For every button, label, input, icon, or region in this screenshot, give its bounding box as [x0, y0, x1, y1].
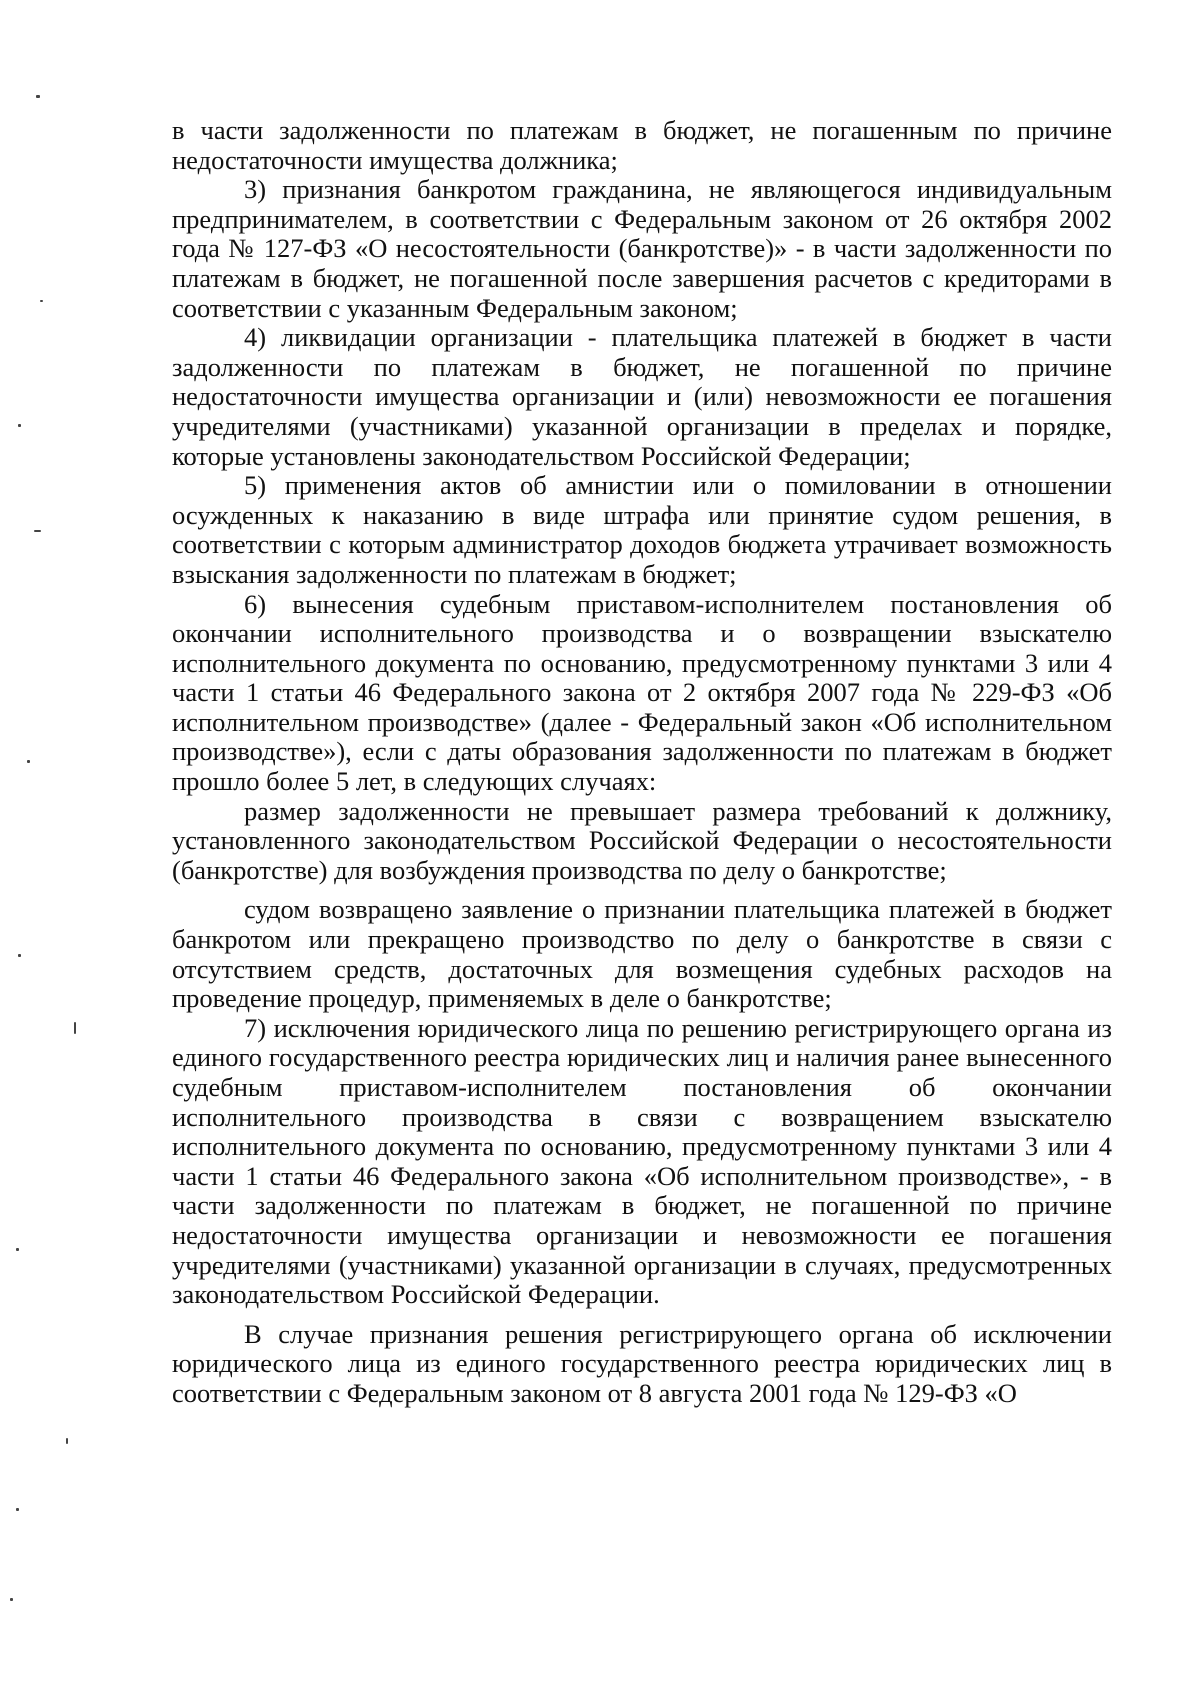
paragraph-case-debt-size: размер задолженности не превышает размера требований к должнику, установленного законодательством Российской Федерации о несостоятельности (банкротстве) для возбуждения производства по делу о банкротстве;	[172, 795, 1112, 885]
paragraph-item-5: 5) применения актов об амнистии или о помиловании в отношении осужденных к наказанию в виде штрафа или принятие судом решения, в соответствии с которым администратор доходов бюджета утрачивает возможность взыскания задолженности по платежам в бюджет;	[172, 470, 1112, 589]
paragraph-item-4: 4) ликвидации организации - плательщика платежей в бюджет в части задолженности по платежам в бюджет, не погашенной по причине недостаточности имущества организации и (или) невозможности ее погашения учредителями (участниками) указанной организации в пределах и порядке, которые установлены законодательством Российской Федерации;	[172, 322, 1112, 471]
paragraph-item-7: 7) исключения юридического лица по решению регистрирующего органа из единого государственного реестра юридических лиц и наличия ранее вынесенного судебным приставом-исполнителем постановления об окончании исполнительного производства в связи с возвращением взыскателю исполнительного документа по основанию, предусмотренному пунктами 3 или 4 части 1 статьи 46 Федерального закона «Об исполнительном производстве», - в части задолженности по платежам в бюджет, не погашенной по причине недостаточности имущества организации и невозможности ее погашения учредителями (участниками) указанной организации в случаях, предусмотренных законодательством Российской Федерации.	[172, 1012, 1112, 1310]
paragraph-item-3: 3) признания банкротом гражданина, не являющегося индивидуальным предпринимателем, в соответствии с Федеральным законом от 26 октября 2002 года № 127-ФЗ «О несостоятельности (банкротстве)» - в части задолженности по платежам в бюджет, не погашенной после завершения расчетов с кредиторами в соответствии с указанным Федеральным законом;	[172, 174, 1112, 323]
paragraph-continuation: в части задолженности по платежам в бюджет, не погашенным по причине недостаточности имущества должника;	[172, 115, 1112, 175]
paragraph-closing: В случае признания решения регистрирующего органа об исключении юридического лица из единого государственного реестра юридических лиц в соответствии с Федеральным законом от 8 августа 2001 года № 129-ФЗ «О	[172, 1318, 1112, 1408]
paragraph-case-court-returned: судом возвращено заявление о признании плательщика платежей в бюджет банкротом или прекращено производство по делу о банкротстве в связи с отсутствием средств, достаточных для возмещения судебных расходов на проведение процедур, применяемых в деле о банкротстве;	[172, 894, 1112, 1014]
document-body	[172, 116, 1112, 1409]
paragraph-item-6: 6) вынесения судебным приставом-исполнителем постановления об окончании исполнительного производства и о возвращении взыскателю исполнительного документа по основанию, предусмотренному пунктами 3 или 4 части 1 статьи 46 Федерального закона от 2 октября 2007 года № 229-ФЗ «Об исполнительном производстве» (далее - Федеральный закон «Об исполнительном производстве»), если с даты образования задолженности по платежам в бюджет прошло более 5 лет, в следующих случаях:	[172, 588, 1112, 797]
